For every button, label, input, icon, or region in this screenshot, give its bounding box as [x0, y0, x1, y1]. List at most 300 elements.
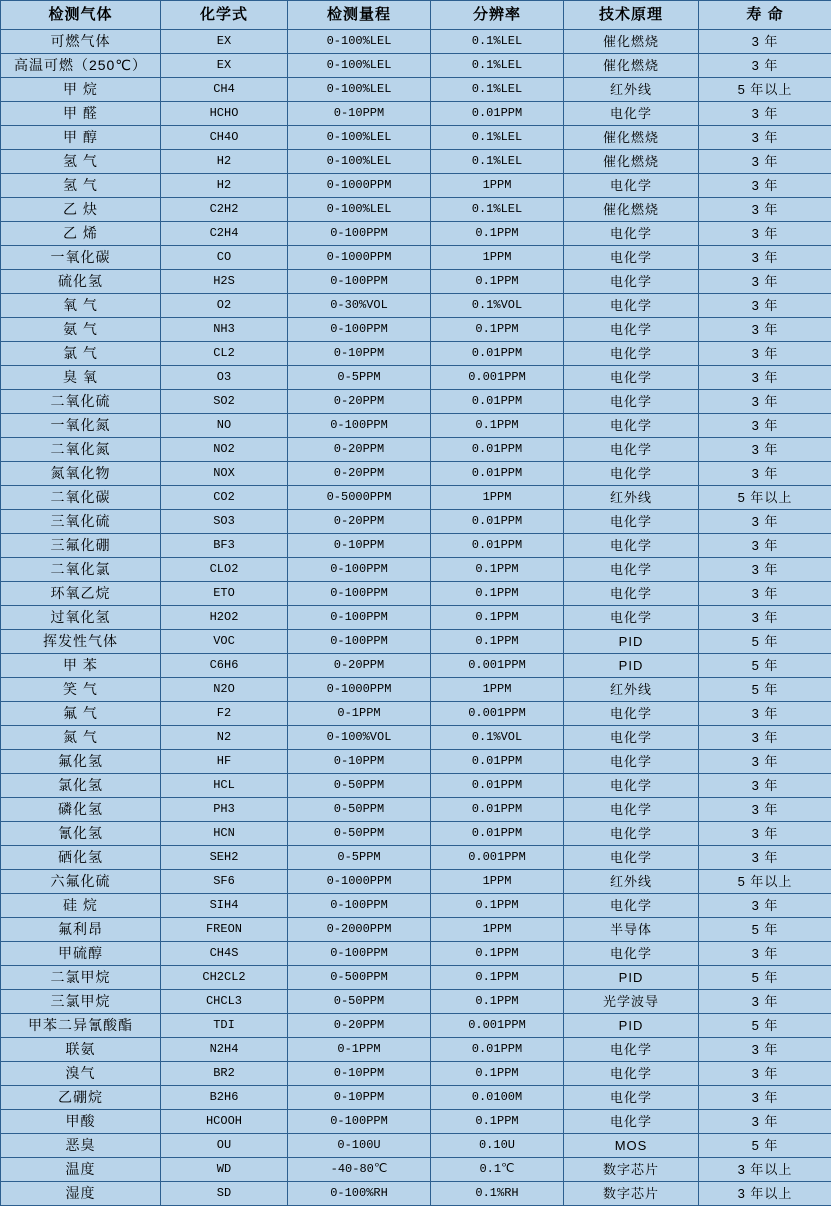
- cell-principle: 电化学: [564, 174, 699, 198]
- cell-resolution: 0.1PPM: [431, 894, 564, 918]
- cell-resolution: 0.1%LEL: [431, 198, 564, 222]
- cell-principle: 半导体: [564, 918, 699, 942]
- cell-gas-name: 臭 氧: [1, 366, 161, 390]
- cell-range: 0-100PPM: [288, 414, 431, 438]
- cell-resolution: 1PPM: [431, 678, 564, 702]
- table-row: [1, 222, 831, 246]
- cell-life: 3 年: [699, 414, 831, 438]
- cell-range: 0-100%LEL: [288, 78, 431, 102]
- cell-formula: NO: [161, 414, 288, 438]
- cell-principle: 电化学: [564, 702, 699, 726]
- cell-principle: 电化学: [564, 1062, 699, 1086]
- cell-formula: F2: [161, 702, 288, 726]
- cell-life: 5 年: [699, 918, 831, 942]
- cell-gas-name: 氯化氢: [1, 774, 161, 798]
- cell-principle: 电化学: [564, 438, 699, 462]
- cell-formula: CHCL3: [161, 990, 288, 1014]
- cell-formula: SF6: [161, 870, 288, 894]
- cell-life: 3 年: [699, 246, 831, 270]
- cell-principle: 催化燃烧: [564, 198, 699, 222]
- table-row: [1, 990, 831, 1014]
- table-row: [1, 126, 831, 150]
- cell-range: 0-100%RH: [288, 1182, 431, 1206]
- cell-range: 0-20PPM: [288, 654, 431, 678]
- cell-formula: B2H6: [161, 1086, 288, 1110]
- cell-formula: BR2: [161, 1062, 288, 1086]
- cell-life: 3 年: [699, 894, 831, 918]
- table-row: [1, 54, 831, 78]
- table-row: [1, 414, 831, 438]
- table-row: [1, 246, 831, 270]
- cell-principle: 电化学: [564, 582, 699, 606]
- table-header: [1, 1, 831, 30]
- cell-gas-name: 甲 苯: [1, 654, 161, 678]
- cell-resolution: 0.01PPM: [431, 774, 564, 798]
- cell-gas-name: 氟利昂: [1, 918, 161, 942]
- cell-resolution: 0.1PPM: [431, 222, 564, 246]
- cell-life: 5 年以上: [699, 78, 831, 102]
- cell-range: 0-1000PPM: [288, 174, 431, 198]
- cell-range: 0-1000PPM: [288, 678, 431, 702]
- cell-range: 0-100PPM: [288, 270, 431, 294]
- cell-principle: 电化学: [564, 894, 699, 918]
- cell-gas-name: 二氯甲烷: [1, 966, 161, 990]
- cell-life: 5 年: [699, 1134, 831, 1158]
- cell-life: 3 年: [699, 126, 831, 150]
- cell-principle: 数字芯片: [564, 1182, 699, 1206]
- cell-gas-name: 氧 气: [1, 294, 161, 318]
- cell-life: 3 年: [699, 558, 831, 582]
- cell-gas-name: 一氧化氮: [1, 414, 161, 438]
- cell-gas-name: 氯 气: [1, 342, 161, 366]
- cell-gas-name: 氨 气: [1, 318, 161, 342]
- cell-range: 0-1PPM: [288, 1038, 431, 1062]
- cell-life: 3 年: [699, 534, 831, 558]
- cell-gas-name: 笑 气: [1, 678, 161, 702]
- cell-formula: N2: [161, 726, 288, 750]
- cell-formula: SO2: [161, 390, 288, 414]
- cell-gas-name: 甲硫醇: [1, 942, 161, 966]
- cell-range: 0-10PPM: [288, 1062, 431, 1086]
- cell-life: 5 年以上: [699, 486, 831, 510]
- table-row: [1, 558, 831, 582]
- cell-gas-name: 氢 气: [1, 150, 161, 174]
- cell-life: 3 年: [699, 990, 831, 1014]
- cell-range: 0-100PPM: [288, 630, 431, 654]
- table-row: [1, 198, 831, 222]
- table-row: [1, 270, 831, 294]
- cell-principle: 电化学: [564, 774, 699, 798]
- cell-resolution: 0.1PPM: [431, 1110, 564, 1134]
- table-row: [1, 510, 831, 534]
- table-row: [1, 1014, 831, 1038]
- cell-formula: NOX: [161, 462, 288, 486]
- cell-formula: HCHO: [161, 102, 288, 126]
- cell-formula: CLO2: [161, 558, 288, 582]
- cell-formula: HCOOH: [161, 1110, 288, 1134]
- cell-formula: NO2: [161, 438, 288, 462]
- cell-range: 0-1PPM: [288, 702, 431, 726]
- cell-formula: C2H4: [161, 222, 288, 246]
- cell-gas-name: 乙 烯: [1, 222, 161, 246]
- cell-range: 0-100PPM: [288, 894, 431, 918]
- cell-formula: EX: [161, 54, 288, 78]
- cell-life: 5 年: [699, 966, 831, 990]
- cell-principle: 电化学: [564, 414, 699, 438]
- cell-resolution: 0.001PPM: [431, 654, 564, 678]
- cell-life: 3 年: [699, 774, 831, 798]
- cell-formula: CH4O: [161, 126, 288, 150]
- cell-principle: MOS: [564, 1134, 699, 1158]
- table-row: [1, 894, 831, 918]
- cell-life: 3 年: [699, 438, 831, 462]
- cell-resolution: 0.01PPM: [431, 342, 564, 366]
- cell-principle: 电化学: [564, 1110, 699, 1134]
- cell-formula: CH4S: [161, 942, 288, 966]
- cell-range: 0-10PPM: [288, 102, 431, 126]
- cell-life: 3 年: [699, 342, 831, 366]
- cell-range: 0-100PPM: [288, 582, 431, 606]
- cell-range: 0-10PPM: [288, 342, 431, 366]
- cell-range: 0-100%LEL: [288, 30, 431, 54]
- cell-formula: TDI: [161, 1014, 288, 1038]
- cell-life: 3 年: [699, 198, 831, 222]
- cell-life: 5 年以上: [699, 870, 831, 894]
- cell-principle: 电化学: [564, 222, 699, 246]
- cell-resolution: 0.01PPM: [431, 534, 564, 558]
- cell-resolution: 1PPM: [431, 870, 564, 894]
- cell-life: 3 年: [699, 222, 831, 246]
- cell-resolution: 0.1%LEL: [431, 78, 564, 102]
- table-row: [1, 366, 831, 390]
- cell-range: 0-1000PPM: [288, 246, 431, 270]
- cell-formula: OU: [161, 1134, 288, 1158]
- cell-principle: 催化燃烧: [564, 126, 699, 150]
- cell-gas-name: 硅 烷: [1, 894, 161, 918]
- cell-range: 0-100U: [288, 1134, 431, 1158]
- cell-resolution: 0.1℃: [431, 1158, 564, 1182]
- cell-resolution: 0.1PPM: [431, 414, 564, 438]
- cell-range: 0-100PPM: [288, 942, 431, 966]
- cell-gas-name: 挥发性气体: [1, 630, 161, 654]
- cell-principle: 电化学: [564, 726, 699, 750]
- cell-formula: SO3: [161, 510, 288, 534]
- cell-life: 3 年以上: [699, 1158, 831, 1182]
- cell-gas-name: 硒化氢: [1, 846, 161, 870]
- cell-range: 0-500PPM: [288, 966, 431, 990]
- cell-formula: CL2: [161, 342, 288, 366]
- cell-gas-name: 恶臭: [1, 1134, 161, 1158]
- cell-range: 0-50PPM: [288, 798, 431, 822]
- table-row: [1, 750, 831, 774]
- cell-gas-name: 温度: [1, 1158, 161, 1182]
- cell-resolution: 0.1PPM: [431, 966, 564, 990]
- cell-gas-name: 甲 醇: [1, 126, 161, 150]
- cell-resolution: 0.1PPM: [431, 270, 564, 294]
- cell-gas-name: 氟化氢: [1, 750, 161, 774]
- cell-formula: VOC: [161, 630, 288, 654]
- cell-life: 3 年: [699, 30, 831, 54]
- cell-range: 0-100PPM: [288, 318, 431, 342]
- cell-range: 0-100%LEL: [288, 198, 431, 222]
- cell-life: 3 年: [699, 318, 831, 342]
- cell-range: 0-20PPM: [288, 462, 431, 486]
- table-row: [1, 486, 831, 510]
- cell-life: 3 年: [699, 150, 831, 174]
- cell-range: 0-100%LEL: [288, 54, 431, 78]
- cell-principle: 电化学: [564, 606, 699, 630]
- cell-resolution: 1PPM: [431, 486, 564, 510]
- cell-resolution: 0.1%VOL: [431, 294, 564, 318]
- cell-formula: N2O: [161, 678, 288, 702]
- cell-formula: H2: [161, 174, 288, 198]
- cell-principle: 数字芯片: [564, 1158, 699, 1182]
- table-row: [1, 342, 831, 366]
- cell-principle: 催化燃烧: [564, 150, 699, 174]
- cell-gas-name: 一氧化碳: [1, 246, 161, 270]
- cell-formula: H2S: [161, 270, 288, 294]
- cell-resolution: 0.001PPM: [431, 1014, 564, 1038]
- cell-resolution: 0.01PPM: [431, 462, 564, 486]
- table-row: [1, 30, 831, 54]
- cell-principle: PID: [564, 966, 699, 990]
- cell-gas-name: 乙硼烷: [1, 1086, 161, 1110]
- cell-range: -40-80℃: [288, 1158, 431, 1182]
- cell-resolution: 0.0100M: [431, 1086, 564, 1110]
- cell-formula: WD: [161, 1158, 288, 1182]
- cell-principle: PID: [564, 654, 699, 678]
- cell-range: 0-100%LEL: [288, 150, 431, 174]
- cell-principle: PID: [564, 1014, 699, 1038]
- cell-principle: 催化燃烧: [564, 30, 699, 54]
- cell-formula: ETO: [161, 582, 288, 606]
- cell-life: 3 年: [699, 846, 831, 870]
- cell-formula: O2: [161, 294, 288, 318]
- cell-gas-name: 甲酸: [1, 1110, 161, 1134]
- cell-range: 0-100%VOL: [288, 726, 431, 750]
- cell-gas-name: 甲 烷: [1, 78, 161, 102]
- cell-gas-name: 联氨: [1, 1038, 161, 1062]
- column-header-range: 检测量程: [288, 1, 431, 30]
- cell-principle: 光学波导: [564, 990, 699, 1014]
- cell-resolution: 0.1PPM: [431, 606, 564, 630]
- table-row: [1, 870, 831, 894]
- cell-formula: SD: [161, 1182, 288, 1206]
- cell-life: 3 年: [699, 102, 831, 126]
- cell-resolution: 0.01PPM: [431, 438, 564, 462]
- cell-resolution: 0.001PPM: [431, 366, 564, 390]
- cell-resolution: 0.1PPM: [431, 942, 564, 966]
- cell-principle: 电化学: [564, 798, 699, 822]
- cell-principle: 电化学: [564, 270, 699, 294]
- cell-range: 0-5PPM: [288, 846, 431, 870]
- cell-principle: 电化学: [564, 1086, 699, 1110]
- cell-principle: 电化学: [564, 534, 699, 558]
- table-row: [1, 678, 831, 702]
- cell-gas-name: 氟 气: [1, 702, 161, 726]
- cell-resolution: 0.1PPM: [431, 318, 564, 342]
- table-row: [1, 822, 831, 846]
- cell-gas-name: 氢 气: [1, 174, 161, 198]
- cell-principle: 电化学: [564, 822, 699, 846]
- cell-gas-name: 甲苯二异氰酸酯: [1, 1014, 161, 1038]
- cell-range: 0-100PPM: [288, 1110, 431, 1134]
- table-row: [1, 1182, 831, 1206]
- cell-life: 3 年以上: [699, 1182, 831, 1206]
- cell-formula: EX: [161, 30, 288, 54]
- cell-gas-name: 甲 醛: [1, 102, 161, 126]
- cell-formula: HCL: [161, 774, 288, 798]
- cell-life: 3 年: [699, 270, 831, 294]
- cell-formula: H2: [161, 150, 288, 174]
- cell-range: 0-2000PPM: [288, 918, 431, 942]
- table-row: [1, 582, 831, 606]
- cell-range: 0-20PPM: [288, 1014, 431, 1038]
- cell-gas-name: 六氟化硫: [1, 870, 161, 894]
- table-row: [1, 774, 831, 798]
- cell-range: 0-10PPM: [288, 534, 431, 558]
- cell-life: 3 年: [699, 606, 831, 630]
- cell-principle: 电化学: [564, 510, 699, 534]
- cell-resolution: 1PPM: [431, 246, 564, 270]
- cell-formula: N2H4: [161, 1038, 288, 1062]
- column-header-resolution: 分辨率: [431, 1, 564, 30]
- cell-formula: HCN: [161, 822, 288, 846]
- table-header-row: [1, 1, 831, 30]
- cell-life: 3 年: [699, 1062, 831, 1086]
- cell-resolution: 0.001PPM: [431, 846, 564, 870]
- table-row: [1, 654, 831, 678]
- cell-formula: SEH2: [161, 846, 288, 870]
- cell-life: 3 年: [699, 294, 831, 318]
- cell-principle: 电化学: [564, 846, 699, 870]
- cell-life: 3 年: [699, 702, 831, 726]
- cell-gas-name: 二氧化碳: [1, 486, 161, 510]
- cell-range: 0-1000PPM: [288, 870, 431, 894]
- cell-range: 0-20PPM: [288, 510, 431, 534]
- table-row: [1, 462, 831, 486]
- cell-resolution: 0.001PPM: [431, 702, 564, 726]
- cell-life: 3 年: [699, 798, 831, 822]
- cell-principle: 电化学: [564, 318, 699, 342]
- cell-resolution: 0.1%LEL: [431, 150, 564, 174]
- table-row: [1, 798, 831, 822]
- cell-life: 3 年: [699, 54, 831, 78]
- cell-gas-name: 二氧化氯: [1, 558, 161, 582]
- cell-formula: C2H2: [161, 198, 288, 222]
- cell-formula: BF3: [161, 534, 288, 558]
- table-row: [1, 174, 831, 198]
- cell-principle: 红外线: [564, 870, 699, 894]
- cell-resolution: 0.10U: [431, 1134, 564, 1158]
- cell-formula: CH2CL2: [161, 966, 288, 990]
- cell-resolution: 0.1PPM: [431, 582, 564, 606]
- cell-gas-name: 可燃气体: [1, 30, 161, 54]
- cell-resolution: 0.1PPM: [431, 630, 564, 654]
- cell-range: 0-50PPM: [288, 774, 431, 798]
- table-row: [1, 438, 831, 462]
- cell-resolution: 0.1PPM: [431, 1062, 564, 1086]
- table-row: [1, 150, 831, 174]
- table-row: [1, 78, 831, 102]
- cell-resolution: 0.01PPM: [431, 798, 564, 822]
- cell-formula: C6H6: [161, 654, 288, 678]
- cell-principle: 电化学: [564, 390, 699, 414]
- cell-gas-name: 三氧化硫: [1, 510, 161, 534]
- cell-range: 0-5000PPM: [288, 486, 431, 510]
- cell-formula: O3: [161, 366, 288, 390]
- cell-principle: 电化学: [564, 102, 699, 126]
- cell-range: 0-30%VOL: [288, 294, 431, 318]
- column-header-life: 寿 命: [699, 1, 831, 30]
- cell-range: 0-20PPM: [288, 438, 431, 462]
- cell-life: 5 年: [699, 654, 831, 678]
- cell-principle: 电化学: [564, 558, 699, 582]
- cell-formula: FREON: [161, 918, 288, 942]
- cell-gas-name: 乙 炔: [1, 198, 161, 222]
- cell-principle: 电化学: [564, 750, 699, 774]
- cell-life: 3 年: [699, 822, 831, 846]
- cell-life: 5 年: [699, 630, 831, 654]
- cell-gas-name: 二氧化氮: [1, 438, 161, 462]
- cell-gas-name: 过氧化氢: [1, 606, 161, 630]
- table-row: [1, 846, 831, 870]
- cell-principle: 红外线: [564, 678, 699, 702]
- cell-range: 0-100PPM: [288, 606, 431, 630]
- cell-range: 0-100PPM: [288, 222, 431, 246]
- cell-life: 3 年: [699, 1110, 831, 1134]
- cell-principle: 红外线: [564, 78, 699, 102]
- cell-life: 3 年: [699, 726, 831, 750]
- cell-resolution: 0.01PPM: [431, 822, 564, 846]
- cell-formula: CH4: [161, 78, 288, 102]
- cell-life: 3 年: [699, 510, 831, 534]
- column-header-formula: 化学式: [161, 1, 288, 30]
- cell-resolution: 0.01PPM: [431, 1038, 564, 1062]
- cell-life: 3 年: [699, 390, 831, 414]
- cell-life: 3 年: [699, 1086, 831, 1110]
- table-row: [1, 918, 831, 942]
- cell-formula: H2O2: [161, 606, 288, 630]
- cell-range: 0-10PPM: [288, 750, 431, 774]
- column-header-gas: 检测气体: [1, 1, 161, 30]
- cell-principle: 电化学: [564, 366, 699, 390]
- table-row: [1, 1110, 831, 1134]
- cell-resolution: 0.1%LEL: [431, 54, 564, 78]
- cell-range: 0-100PPM: [288, 558, 431, 582]
- cell-gas-name: 三氯甲烷: [1, 990, 161, 1014]
- table-row: [1, 1158, 831, 1182]
- table-row: [1, 1038, 831, 1062]
- table-row: [1, 102, 831, 126]
- cell-gas-name: 二氧化硫: [1, 390, 161, 414]
- cell-resolution: 0.1%LEL: [431, 126, 564, 150]
- table-row: [1, 606, 831, 630]
- cell-formula: NH3: [161, 318, 288, 342]
- cell-gas-name: 三氟化硼: [1, 534, 161, 558]
- cell-principle: 电化学: [564, 462, 699, 486]
- cell-range: 0-50PPM: [288, 822, 431, 846]
- table-row: [1, 318, 831, 342]
- cell-formula: CO2: [161, 486, 288, 510]
- cell-gas-name: 氮氧化物: [1, 462, 161, 486]
- cell-principle: 电化学: [564, 942, 699, 966]
- cell-range: 0-100%LEL: [288, 126, 431, 150]
- column-header-principle: 技术原理: [564, 1, 699, 30]
- cell-resolution: 1PPM: [431, 918, 564, 942]
- cell-range: 0-5PPM: [288, 366, 431, 390]
- cell-resolution: 0.01PPM: [431, 510, 564, 534]
